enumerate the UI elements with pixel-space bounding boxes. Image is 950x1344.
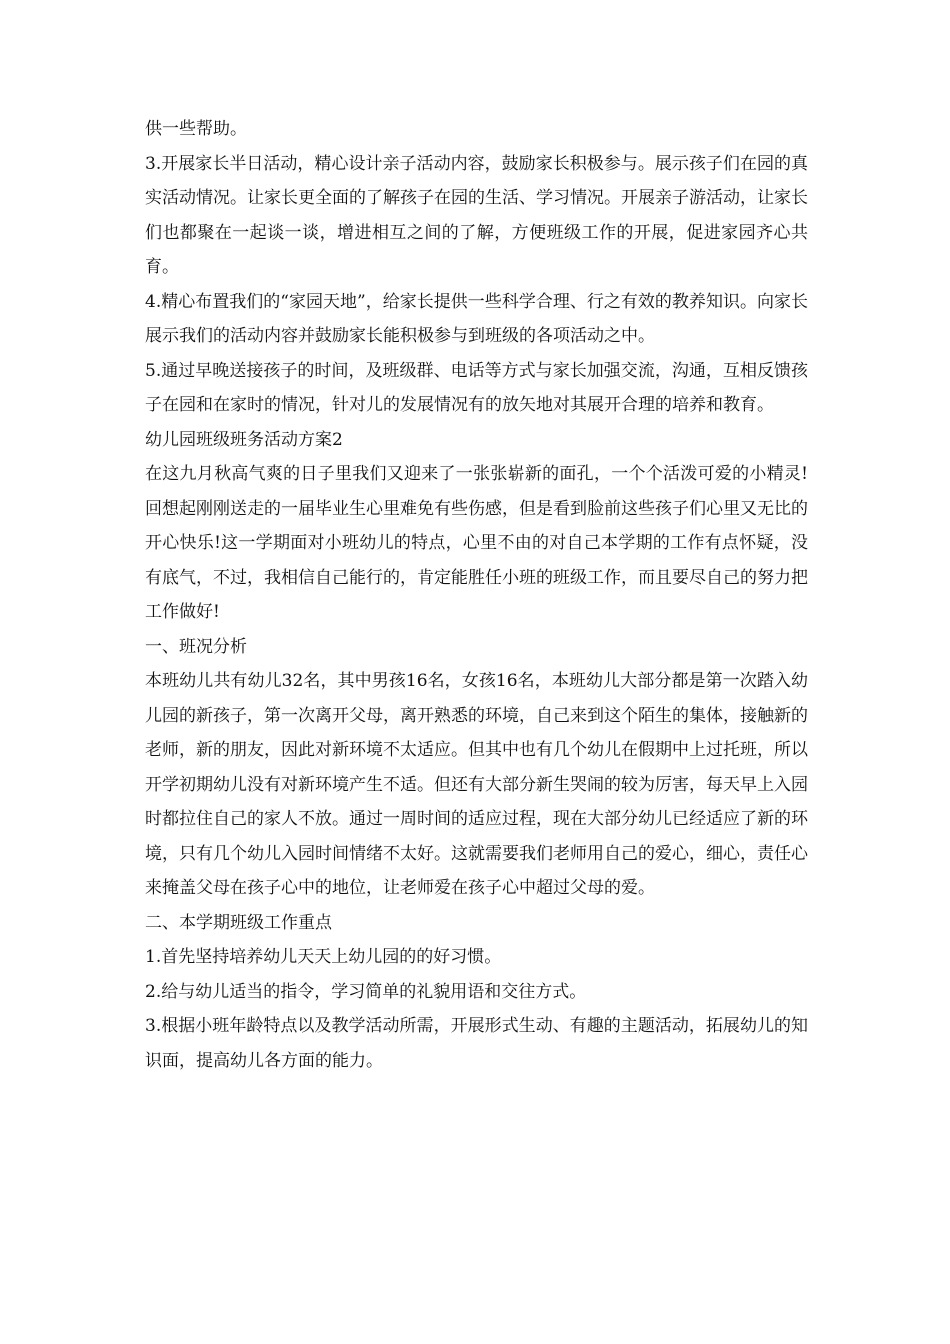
section-title-plan-2: 幼儿园班级班务活动方案2 — [145, 429, 343, 450]
para-item-5-communication: 5.通过早晚送接孩子的时间，及班级群、电话等方式与家长加强交流，沟通，互相反馈孩子在园和在家时的情况，针对儿的发展情况有的放矢地对其展开合理的培养和教育。 — [145, 360, 808, 415]
document-page — [145, 112, 808, 1078]
para-class-analysis: 本班幼儿共有幼儿32名，其中男孩16名，女孩16名，本班幼儿大部分都是第一次踏入幼儿园的新孩子，第一次离开父母，离开熟悉的环境，自己来到这个陌生的集体，接触新的老师，新的朋友，因此对新环境不太适应。但其中也有几个幼儿在假期中上过托班，所以开学初期幼儿没有对新环境产生不适。但还有大部分新生哭闹的较为厉害，每天早上入园时都拉住自己的家人不放。通过一周时间的适应过程，现在大部分幼儿已经适应了新的环境，只有几个幼儿入园时间情绪不太好。这就需要我们老师用自己的爱心，细心，责任心来掩盖父母在孩子心中的地位，让老师爱在孩子心中超过父母的爱。 — [145, 671, 808, 898]
heading-class-analysis: 一、班况分析 — [145, 636, 247, 657]
heading-key-work: 二、本学期班级工作重点 — [145, 912, 332, 933]
para-item-4-home-garden: 4.精心布置我们的“家园天地”，给家长提供一些科学合理、行之有效的教养知识。向家长展示我们的活动内容并鼓励家长能积极参与到班级的各项活动之中。 — [145, 291, 808, 346]
para-key-1: 1.首先坚持培养幼儿天天上幼儿园的的好习惯。 — [145, 947, 502, 967]
para-key-2: 2.给与幼儿适当的指令，学习简单的礼貌用语和交往方式。 — [145, 981, 587, 1002]
para-item-3-parent-halfday: 3.开展家长半日活动，精心设计亲子活动内容，鼓励家长积极参与。展示孩子们在园的真实活动情况。让家长更全面的了解孩子在园的生活、学习情况。开展亲子游活动，让家长们也都聚在一起谈一谈，增进相互之间的了解，方便班级工作的开展，促进家园齐心共育。 — [145, 153, 808, 277]
para-key-3: 3.根据小班年龄特点以及教学活动所需，开展形式生动、有趣的主题活动，拓展幼儿的知识面，提高幼儿各方面的能力。 — [145, 1016, 808, 1071]
para-continuation: 供一些帮助。 — [145, 119, 247, 139]
para-intro: 在这九月秋高气爽的日子里我们又迎来了一张张崭新的面孔，一个个活泼可爱的小精灵!回想起刚刚送走的一届毕业生心里难免有些伤感，但是看到脸前这些孩子们心里又无比的开心快乐!这一学期面对小班幼儿的特点，心里不由的对自己本学期的工作有点怀疑，没有底气，不过，我相信自己能行的，肯定能胜任小班的班级工作，而且要尽自己的努力把工作做好! — [145, 464, 808, 622]
